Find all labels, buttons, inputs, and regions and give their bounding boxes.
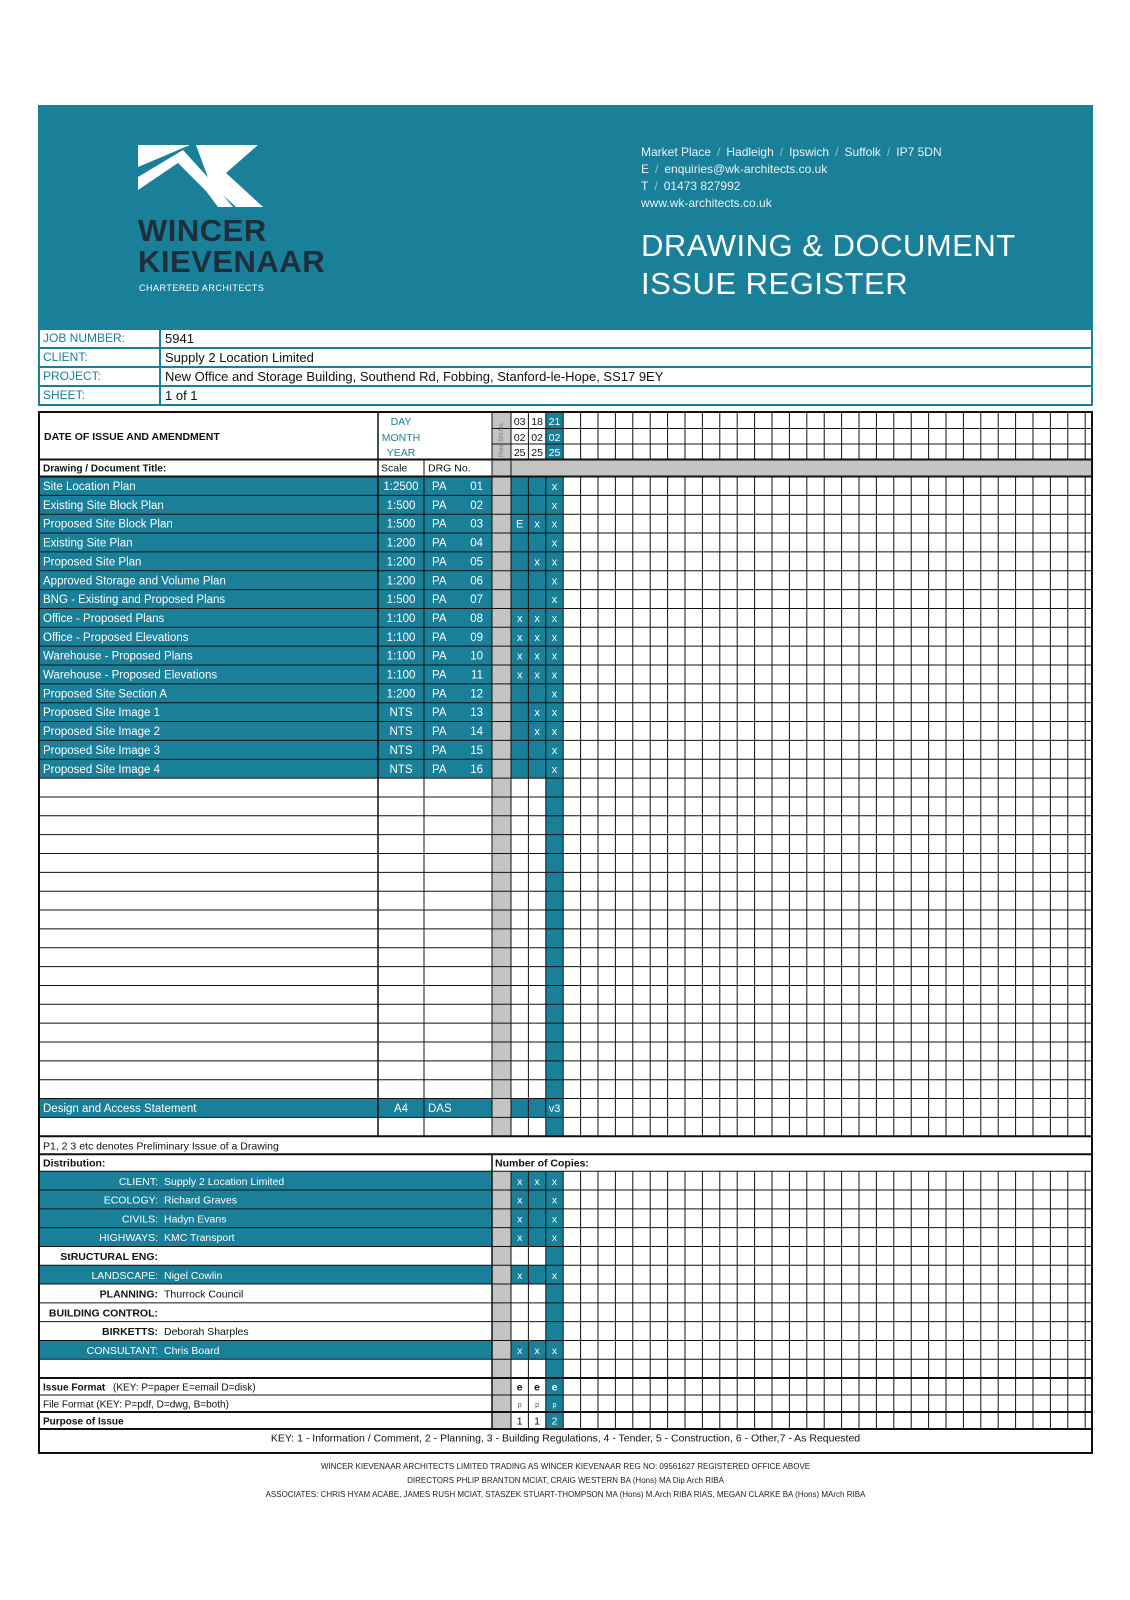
distribution-prev-column: [492, 1171, 511, 1378]
purpose-mark: 1: [534, 1415, 541, 1428]
distribution-role: StRUCTURAL ENG:: [60, 1250, 158, 1263]
project-row: [40, 366, 1091, 385]
copies-label: Number of Copies:: [495, 1157, 589, 1170]
drawing-title: Proposed Site Image 1: [43, 707, 160, 720]
drawing-issue-mark: x: [551, 594, 558, 607]
purpose-mark: 1: [516, 1415, 523, 1428]
distribution-role: PLANNING:: [99, 1288, 158, 1301]
drawing-number: 07: [470, 594, 483, 607]
issue-day: 21: [548, 416, 561, 428]
drawing-title: Proposed Site Block Plan: [43, 518, 173, 531]
drawing-scale: NTS: [389, 726, 413, 739]
drg-header: DRG No.: [428, 462, 471, 475]
drawing-issue-mark: x: [551, 537, 558, 550]
drawing-issue-mark: x: [516, 669, 523, 682]
drawing-prefix: PA: [432, 631, 447, 644]
distribution-role: BUILDING CONTROL:: [48, 1307, 158, 1320]
document-title-line2: ISSUE REGISTER: [641, 266, 909, 301]
document-drg: DAS: [428, 1103, 452, 1116]
drawing-issue-mark: x: [534, 650, 540, 663]
distribution-name: Nigel Cowlin: [164, 1269, 223, 1282]
preliminary-note: P1, 2 3 etc denotes Preliminary Issue of a Drawing: [43, 1140, 279, 1153]
drawing-issue-mark: x: [534, 631, 540, 644]
copies-mark: x: [551, 1232, 558, 1245]
copies-mark: x: [551, 1213, 558, 1226]
drawing-title: Proposed Site Image 4: [43, 763, 160, 776]
drawing-issue-mark: x: [516, 631, 523, 644]
drawing-issue-mark: x: [516, 650, 523, 663]
issue-format-mark: e: [516, 1381, 523, 1394]
drawing-issue-mark: x: [551, 481, 558, 493]
file-format-label: File Format (KEY: P=pdf, D=dwg, B=both): [43, 1399, 229, 1411]
client-label: CLIENT:: [40, 349, 161, 366]
file-format-mark: p: [552, 1402, 557, 1410]
drawing-prefix: PA: [432, 744, 447, 757]
drawing-title: Office - Proposed Elevations: [43, 631, 189, 644]
drawing-issue-mark: x: [551, 669, 558, 682]
document-scale: A4: [393, 1103, 409, 1116]
copies-mark: x: [517, 1213, 523, 1226]
prev-sheet-label: Prev. Sht No.: [499, 421, 505, 457]
drawing-issue-mark: x: [534, 518, 540, 531]
distribution-role: CONSULTANT:: [86, 1344, 158, 1357]
footer-line-company: WINCER KIEVENAAR ARCHITECTS LIMITED TRADING AS WINCER KIEVENAAR REG NO: 09561627 REGISTERED OFFICE ABOVE: [320, 1462, 811, 1471]
drawing-scale: 1:100: [386, 650, 416, 663]
drawing-issue-mark: x: [551, 707, 558, 720]
year-label: YEAR: [386, 447, 416, 459]
client-value: Supply 2 Location Limited: [165, 350, 314, 365]
copies-mark: x: [534, 1175, 540, 1188]
drawing-scale: 1:100: [386, 669, 416, 682]
logo-mark-icon: [138, 145, 263, 207]
drawing-title: Existing Site Plan: [43, 537, 133, 550]
copies-mark: x: [517, 1269, 523, 1282]
issue-format-mark: e: [551, 1381, 558, 1394]
sheet-row: [40, 385, 1091, 404]
issue-month: 02: [548, 432, 561, 444]
distribution-role: CIVILS:: [121, 1213, 158, 1226]
drawing-title: Warehouse - Proposed Elevations: [43, 669, 218, 682]
drawing-prefix: PA: [432, 556, 447, 569]
drawing-scale: 1:500: [386, 499, 416, 512]
month-label: MONTH: [381, 432, 421, 444]
issue-year: 25: [548, 447, 561, 459]
copies-mark: x: [517, 1175, 523, 1188]
distribution-role: ECOLOGY:: [103, 1194, 158, 1207]
logo-text-line2: KIEVENAAR: [138, 244, 326, 279]
drawing-issue-mark: x: [551, 631, 558, 644]
drawing-title: Office - Proposed Plans: [43, 612, 165, 625]
drawing-issue-mark: x: [516, 612, 523, 625]
drawing-title: Proposed Site Image 2: [43, 726, 160, 739]
drawing-title: Warehouse - Proposed Plans: [43, 650, 193, 663]
drawing-issue-mark: x: [551, 688, 558, 701]
drawing-scale: 1:500: [386, 594, 416, 607]
issue-day: 18: [531, 416, 543, 428]
drawing-title: BNG - Existing and Proposed Plans: [43, 594, 226, 607]
drawing-scale: 1:500: [386, 518, 416, 531]
purpose-label: Purpose of Issue: [43, 1416, 124, 1428]
address-line: Market Place / Hadleigh / Ipswich / Suffolk / IP7 5DN: [641, 145, 942, 159]
drawing-scale: 1:2500: [383, 481, 419, 493]
copies-mark: x: [551, 1344, 558, 1357]
distribution-name: Hadyn Evans: [164, 1213, 227, 1226]
email-link[interactable]: enquiries@wk-architects.co.uk: [664, 162, 828, 176]
distribution-name: Deborah Sharples: [164, 1326, 249, 1339]
purpose-key: KEY: 1 - Information / Comment, 2 - Planning, 3 - Building Regulations, 4 - Tender, 5 - Construction, 6 - Other,7 - As Requested: [270, 1432, 861, 1445]
copies-mark: x: [551, 1269, 558, 1282]
drawing-scale: NTS: [389, 707, 413, 720]
drawing-number: 16: [470, 763, 483, 776]
distribution-role: CLIENT:: [118, 1175, 158, 1188]
drawing-issue-mark: x: [551, 556, 558, 569]
issue-format-key: (KEY: P=paper E=email D=disk): [113, 1382, 256, 1394]
issue-register-table: [38, 411, 1093, 1454]
header-band: [38, 105, 1093, 330]
job-number-label: JOB NUMBER:: [40, 330, 161, 347]
drawing-number: 14: [470, 726, 483, 739]
footer-line-directors: DIRECTORS PHLIP BRANTON MCIAT, CRAIG WESTERN BA (Hons) MA Dip Arch RIBA: [407, 1476, 724, 1485]
drawing-scale: 1:200: [386, 537, 416, 550]
drawing-prefix: PA: [432, 669, 447, 682]
document-title: Design and Access Statement: [43, 1103, 197, 1116]
issue-format-label: Issue Format: [43, 1382, 106, 1394]
drawing-prefix: PA: [432, 707, 447, 720]
drawing-issue-mark: E: [516, 518, 524, 531]
copies-mark: x: [551, 1194, 558, 1207]
drawing-prefix: PA: [432, 575, 447, 588]
drawing-number: 12: [470, 688, 483, 701]
footer-line-associates: ASSOCIATES: CHRIS HYAM ACABE, JAMES RUSH MCIAT, STASZEK STUART-THOMPSON MA (Hons) M.Arch RIBA RIAS, MEGAN CLARKE BA (Hons) MArch RIBA: [265, 1490, 866, 1499]
drawing-title: Approved Storage and Volume Plan: [43, 575, 226, 588]
drawing-prefix: PA: [432, 518, 447, 531]
distribution-role: HIGHWAYS:: [99, 1232, 158, 1245]
company-footer: [38, 1460, 1093, 1502]
prev-sheet-column: [492, 477, 511, 1137]
title-header: Drawing / Document Title:: [43, 463, 167, 475]
drawing-title: Proposed Site Section A: [43, 688, 168, 701]
logo-subtitle: CHARTERED ARCHITECTS: [139, 283, 265, 293]
file-format-mark: p: [517, 1402, 522, 1410]
drawing-issue-mark: x: [551, 612, 558, 625]
drawing-prefix: PA: [432, 481, 447, 493]
drawing-number: 05: [470, 556, 483, 569]
document-title-line1: DRAWING & DOCUMENT: [641, 228, 1016, 263]
drawing-prefix: PA: [432, 650, 447, 663]
purpose-mark: 2: [551, 1415, 558, 1428]
drawing-issue-mark: x: [551, 518, 558, 531]
drawing-prefix: PA: [432, 688, 447, 701]
project-value: New Office and Storage Building, Southend Rd, Fobbing, Stanford-le-Hope, SS17 9EY: [165, 369, 664, 384]
drawing-prefix: PA: [432, 726, 447, 739]
date-heading: DATE OF ISSUE AND AMENDMENT: [44, 431, 220, 443]
logo-text-line1: WINCER: [138, 213, 267, 248]
distribution-name: Supply 2 Location Limited: [164, 1175, 285, 1188]
issue-year: 25: [531, 447, 543, 459]
drawing-number: 06: [470, 575, 483, 588]
drawing-number: 11: [471, 669, 483, 682]
job-info-table: [38, 330, 1093, 406]
copies-mark: x: [517, 1344, 523, 1357]
website-link[interactable]: www.wk-architects.co.uk: [641, 196, 772, 210]
client-row: [40, 347, 1091, 366]
drawing-issue-mark: x: [534, 556, 540, 569]
copies-mark: x: [551, 1175, 558, 1188]
distribution-name: Thurrock Council: [164, 1288, 244, 1301]
drawing-number: 02: [470, 499, 483, 512]
drawing-number: 03: [470, 518, 483, 531]
distribution-row-fill: [40, 1209, 492, 1228]
drawing-issue-mark: x: [551, 726, 558, 739]
drawing-title: Proposed Site Image 3: [43, 744, 160, 757]
drawing-issue-mark: x: [551, 499, 558, 512]
drawing-prefix: PA: [432, 612, 447, 625]
issue-month: 02: [531, 432, 543, 444]
drawing-prefix: PA: [432, 499, 447, 512]
drawing-number: 01: [470, 481, 483, 493]
drawing-number: 10: [470, 650, 483, 663]
drawing-prefix: PA: [432, 763, 447, 776]
issue-format-mark: e: [534, 1381, 541, 1394]
drawing-scale: 1:100: [386, 612, 416, 625]
project-label: PROJECT:: [40, 368, 161, 385]
phone-line: T / 01473 827992: [641, 179, 741, 193]
drawing-issue-mark: x: [534, 612, 540, 625]
job-number-row: [40, 330, 1091, 347]
job-number-value: 5941: [165, 331, 194, 346]
drawing-number: 04: [470, 537, 483, 550]
sheet-value: 1 of 1: [165, 388, 198, 403]
drawing-prefix: PA: [432, 594, 447, 607]
drawing-scale: 1:200: [386, 575, 416, 588]
drawing-issue-mark: x: [551, 763, 558, 776]
email-line: E / enquiries@wk-architects.co.uk: [641, 162, 828, 176]
drawing-scale: 1:200: [386, 688, 416, 701]
copies-mark: x: [517, 1232, 523, 1245]
drawing-scale: NTS: [389, 744, 413, 757]
drawing-title: Site Location Plan: [43, 481, 136, 493]
drawing-issue-mark: x: [534, 726, 540, 739]
drawing-title: Existing Site Block Plan: [43, 499, 164, 512]
issue-year: 25: [513, 447, 526, 459]
issue-month: 02: [513, 432, 526, 444]
distribution-label: Distribution:: [43, 1157, 106, 1170]
day-label: DAY: [390, 416, 412, 428]
drawing-title: Proposed Site Plan: [43, 556, 142, 569]
drawing-number: 15: [470, 744, 483, 757]
drawing-prefix: PA: [432, 537, 447, 550]
copies-mark: x: [534, 1344, 540, 1357]
drawing-issue-mark: x: [534, 707, 540, 720]
register-grid: [40, 413, 1091, 1452]
drawing-scale: NTS: [389, 763, 413, 776]
drawing-issue-mark: x: [551, 575, 558, 588]
drawing-issue-mark: x: [551, 650, 558, 663]
copies-mark: x: [517, 1194, 523, 1207]
issue-day: 03: [513, 416, 526, 428]
drawing-number: 08: [470, 612, 483, 625]
drawing-issue-mark: x: [534, 669, 540, 682]
distribution-name: KMC Transport: [164, 1232, 235, 1245]
document-issue-mark: v3: [548, 1103, 561, 1116]
drawing-scale: 1:200: [386, 556, 416, 569]
scale-header: Scale: [381, 462, 408, 475]
distribution-role: LANDSCAPE:: [91, 1269, 158, 1282]
drawing-scale: 1:100: [386, 631, 416, 644]
distribution-name: Richard Graves: [164, 1194, 237, 1207]
title-header-grey: [492, 460, 1091, 477]
sheet-label: SHEET:: [40, 387, 161, 404]
drawing-issue-mark: x: [551, 744, 558, 757]
drawing-number: 13: [470, 707, 483, 720]
phone-number: 01473 827992: [663, 179, 741, 193]
distribution-role: BIRKETTS:: [102, 1326, 158, 1339]
file-format-mark: p: [535, 1402, 540, 1410]
distribution-name: Chris Board: [164, 1344, 220, 1357]
format-prev-column: [492, 1378, 511, 1429]
drawing-number: 09: [470, 631, 483, 644]
